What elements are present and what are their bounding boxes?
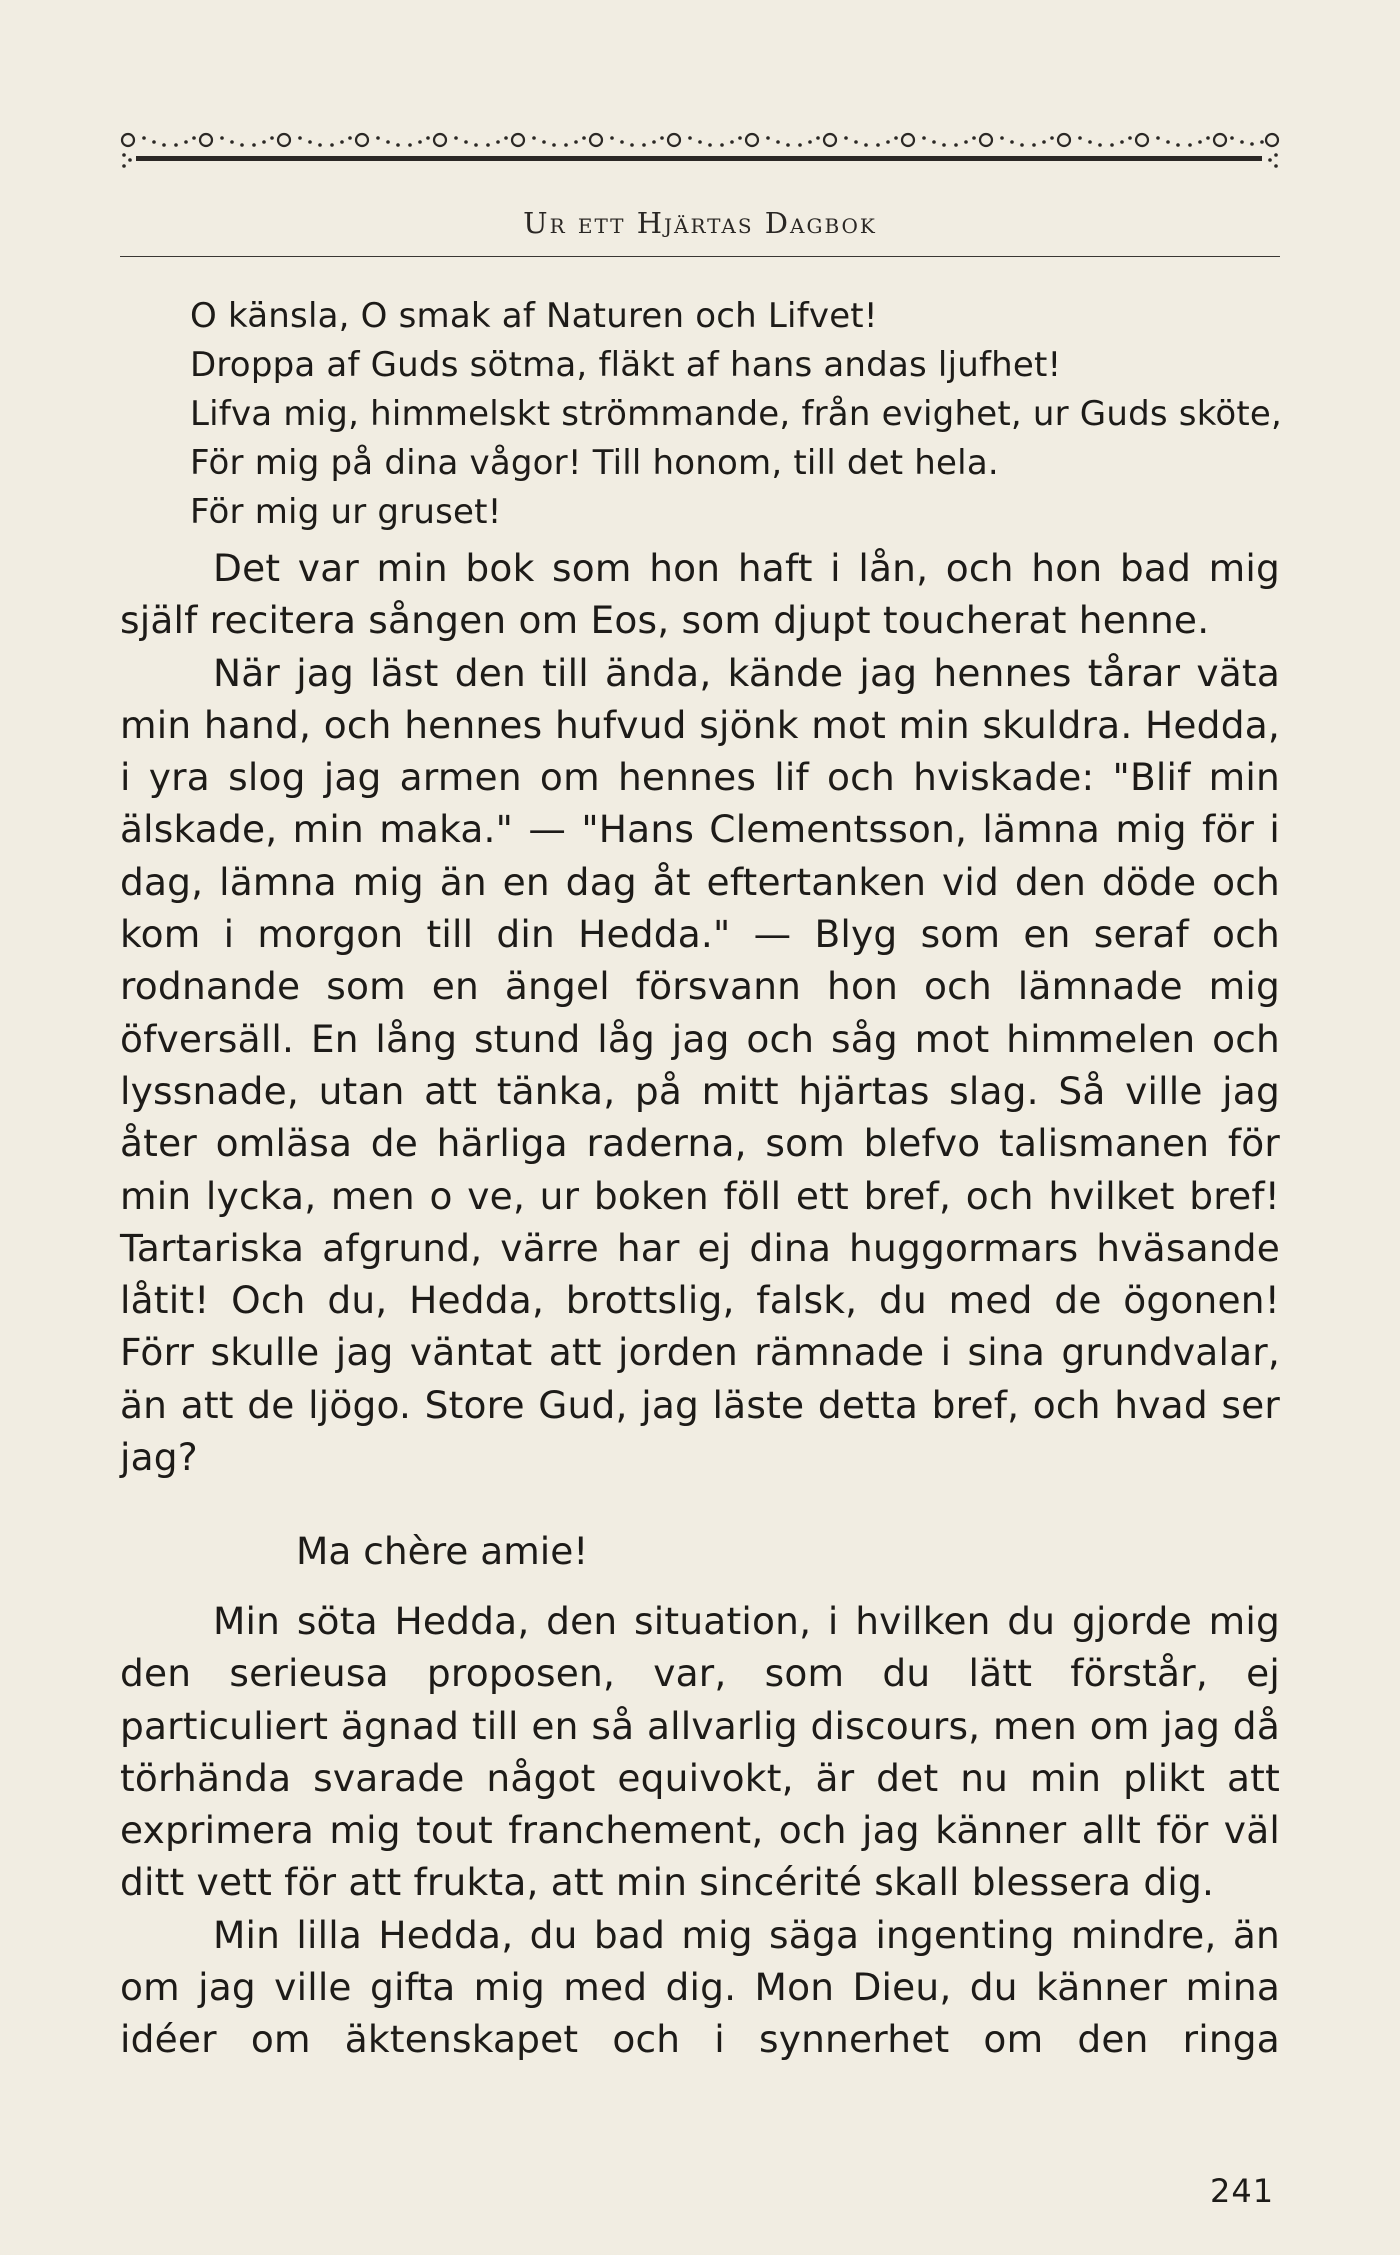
verse-line: O känsla, O smak af Naturen och Lifvet! — [190, 296, 878, 336]
paragraph: Det var min bok som hon haft i lån, och hon bad mig själf recitera sången om Eos, som djupt toucherat henne. — [120, 546, 1280, 643]
page-number: 241 — [1210, 2172, 1275, 2210]
verse-stanza — [190, 292, 1290, 537]
header-rule — [120, 256, 1280, 257]
paragraph: När jag läst den till ända, kände jag hennes tårar väta min hand, och hennes hufvud sjönk mot min skuldra. Hedda, i yra slog jag armen om hennes lif och hviskade: "Blif min älskade, min maka." — "Hans Clementsson, lämna mig för i dag, lämna mig än en dag åt eftertanken vid den döde och kom i morgon till din Hedda." — Blyg som en seraf och rodnande som en ängel försvann hon och lämnade mig öfversäll. En lång stund låg jag och såg mot himmelen och lyssnade, utan att tänka, på mitt hjärtas slag. Så ville jag åter omläsa de härliga raderna, som blefvo talismanen för min lycka, men o ve, ur boken föll ett bref, och hvilket bref! Tartariska afgrund, värre har ej dina huggormars hväsande låtit! Och du, Hedda, brottslig, falsk, du med de ögonen! Förr skulle jag väntat att jorden rämnade i sina grundvalar, än att de ljögo. Store Gud, jag läste detta bref, och hvad ser jag? — [120, 650, 1280, 1480]
verse-line: Droppa af Guds sötma, fläkt af hans andas ljufhet! — [190, 345, 1062, 385]
verse-line: För mig på dina vågor! Till honom, till det hela. — [190, 443, 999, 483]
decorative-header-border — [120, 128, 1280, 178]
running-head: Ur ett Hjärtas Dagbok — [523, 206, 877, 240]
verse-line: Lifva mig, himmelskt strömmande, från evighet, ur Guds sköte, — [190, 394, 1283, 434]
paragraph: Min lilla Hedda, du bad mig säga ingenting mindre, än om jag ville gifta mig med dig. Mon Dieu, du känner mina idéer om äktenskapet och i synnerhet om den ringa — [120, 1912, 1280, 2062]
verse-line: För mig ur gruset! — [190, 492, 502, 532]
letter-salutation: Ma chère amie! — [296, 1529, 589, 1573]
narrative-text — [120, 542, 1280, 1483]
paragraph: Min söta Hedda, den situation, i hvilken du gjorde mig den serieusa proposen, var, som du lätt förstår, ej particuliert ägnad till en så allvarlig discours, men om jag då törhända svarade något equivokt, är det nu min plikt att exprimera mig tout franchement, och jag känner allt för väl ditt vett för att frukta, att min sincérité skall blessera dig. — [120, 1599, 1280, 1905]
letter-text — [120, 1595, 1280, 2066]
